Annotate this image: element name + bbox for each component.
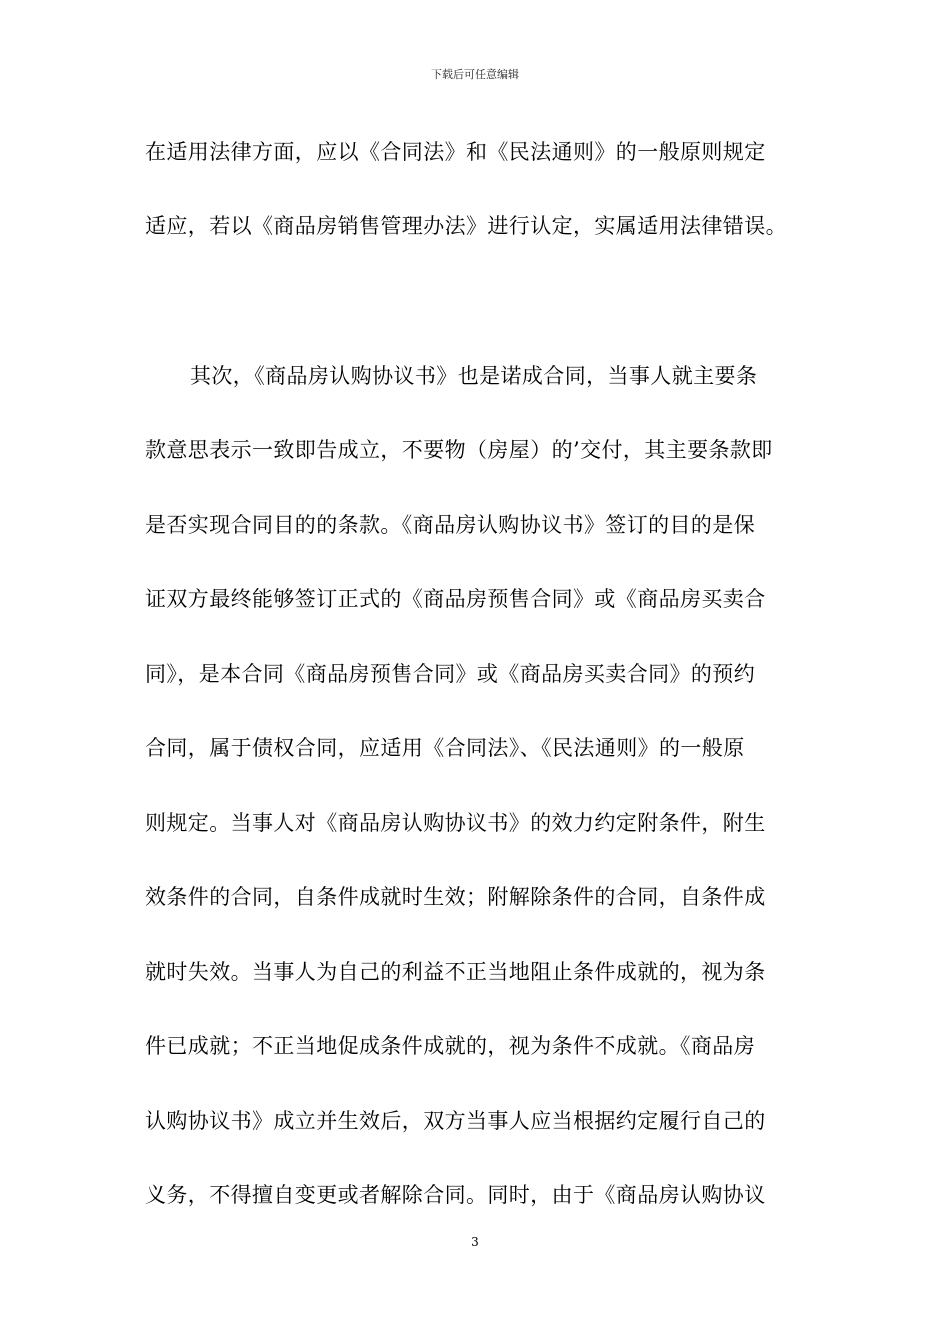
page-number: 3 [471, 1235, 479, 1249]
paragraph-2-line-4: 证双方最终能够签订正式的《商品房预售合同》或《商品房买卖合 [145, 587, 766, 611]
paragraph-2-line-3: 是否实现合同目的的条款。《商品房认购协议书》签订的目的是保 [145, 513, 756, 537]
paragraph-2-line-8: 效条件的合同，自条件成就时生效；附解除条件的合同，自条件成 [145, 885, 766, 909]
paragraph-2-line-12: 义务，不得擅自变更或者解除合同。同时，由于《商品房认购协议 [145, 1183, 766, 1207]
paragraph-2-line-2: 款意思表示一致即告成立，不要物（房屋）的’交付，其主要条款即 [145, 438, 773, 462]
paragraph-2-line-6: 合同，属于债权合同，应适用《合同法》、《民法通则》的一般原 [145, 736, 745, 760]
page-header: 下载后可任意编辑 [431, 68, 519, 81]
paragraph-1-line-2: 适应，若以《商品房销售管理办法》进行认定，实属适用法律错误。 [145, 214, 787, 238]
paragraph-2-line-9: 就时失效。当事人为自己的利益不正当地阻止条件成就的，视为条 [145, 960, 766, 984]
paragraph-2-line-11: 认购协议书》成立并生效后，双方当事人应当根据约定履行自己的 [145, 1109, 766, 1133]
paragraph-1-line-1: 在适用法律方面，应以《合同法》和《民法通则》的一般原则规定 [145, 140, 766, 164]
paragraph-2-line-1: 其次，《商品房认购协议书》也是诺成合同，当事人就主要条 [190, 364, 758, 388]
paragraph-2-line-7: 则规定。当事人对《商品房认购协议书》的效力约定附条件，附生 [145, 811, 766, 835]
paragraph-2-line-10: 件已成就；不正当地促成条件成就的，视为条件不成就。《商品房 [145, 1034, 756, 1058]
paragraph-2-line-5: 同》，是本合同《商品房预售合同》或《商品房买卖合同》的预约 [145, 662, 756, 686]
